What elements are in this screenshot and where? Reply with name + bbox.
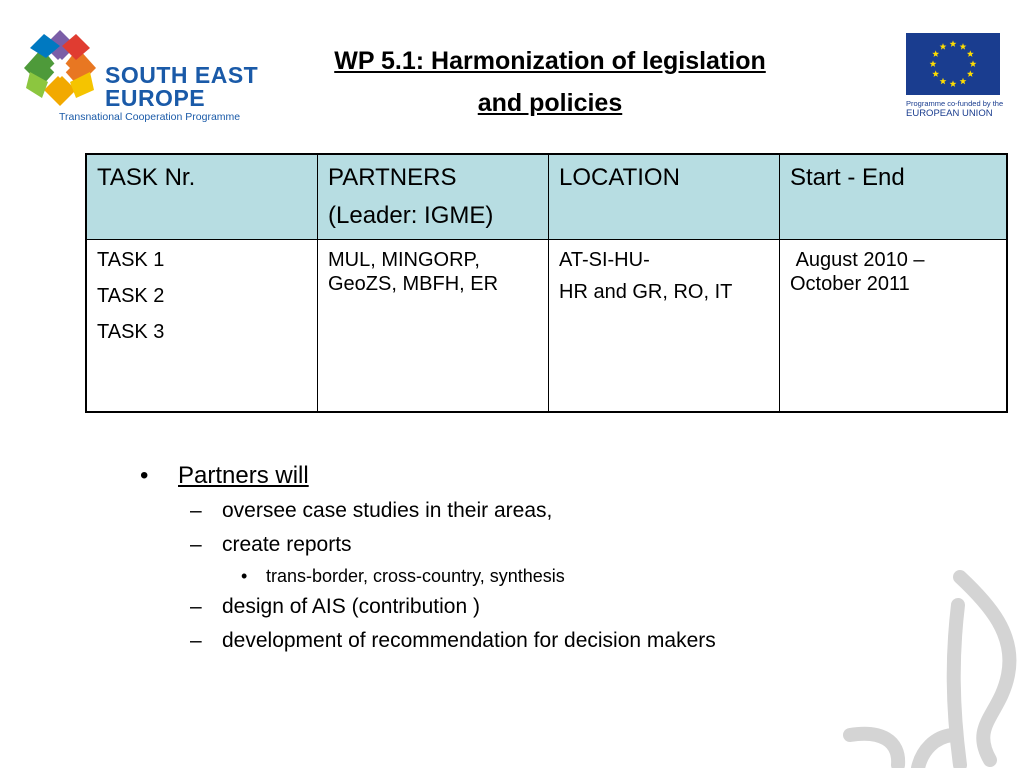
task-table xyxy=(85,153,1008,413)
table-row xyxy=(86,240,1007,413)
header-start-end: Start - End xyxy=(780,154,1008,240)
task-item: TASK 3 xyxy=(97,321,165,343)
header-partners-label: PARTNERS xyxy=(328,164,457,191)
cell-period: August 2010 – October 2011 xyxy=(780,240,1008,413)
list-item: – oversee case studies in their areas, xyxy=(140,494,716,528)
table-header-row xyxy=(86,154,1007,240)
title-line2: and policies xyxy=(477,89,623,117)
task-item: TASK 1 xyxy=(97,249,165,271)
cell-tasks xyxy=(86,240,318,413)
header-location: LOCATION xyxy=(549,154,780,240)
bullet-heading-text: Partners will xyxy=(178,462,309,489)
location-line: HR and GR, RO, IT xyxy=(559,281,733,303)
bullet-list xyxy=(140,458,716,658)
header-partners xyxy=(318,154,549,240)
decorative-corner-graphic xyxy=(840,565,1024,768)
list-item: – create reports xyxy=(140,528,716,562)
list-item: • trans-border, cross-country, synthesis xyxy=(140,562,716,590)
list-item: – development of recommendation for decision makers xyxy=(140,624,716,658)
eu-cofunded-text: Programme co-funded by the xyxy=(906,99,1004,108)
eu-name-text: EUROPEAN UNION xyxy=(906,108,993,119)
eu-logo xyxy=(906,33,1002,119)
logo-text-line2: EUROPE xyxy=(105,85,206,111)
logo-text-line1: SOUTH EAST xyxy=(105,62,259,88)
slide-title xyxy=(250,40,850,124)
header-leader: (Leader: IGME) xyxy=(328,202,494,229)
eu-flag-icon xyxy=(906,33,1000,95)
title-line1: WP 5.1: Harmonization of legislation xyxy=(334,47,766,75)
cell-location xyxy=(549,240,780,413)
programme-logo xyxy=(20,28,260,124)
cell-partners: MUL, MINGORP, GeoZS, MBFH, ER xyxy=(318,240,549,413)
list-item: – design of AIS (contribution ) xyxy=(140,590,716,624)
bullet-heading xyxy=(140,458,716,494)
location-line: AT-SI-HU- xyxy=(559,249,650,271)
header-task-nr: TASK Nr. xyxy=(86,154,318,240)
task-item: TASK 2 xyxy=(97,285,165,307)
logo-subtitle: Transnational Cooperation Programme xyxy=(59,111,241,123)
flower-logo-icon xyxy=(20,28,100,108)
